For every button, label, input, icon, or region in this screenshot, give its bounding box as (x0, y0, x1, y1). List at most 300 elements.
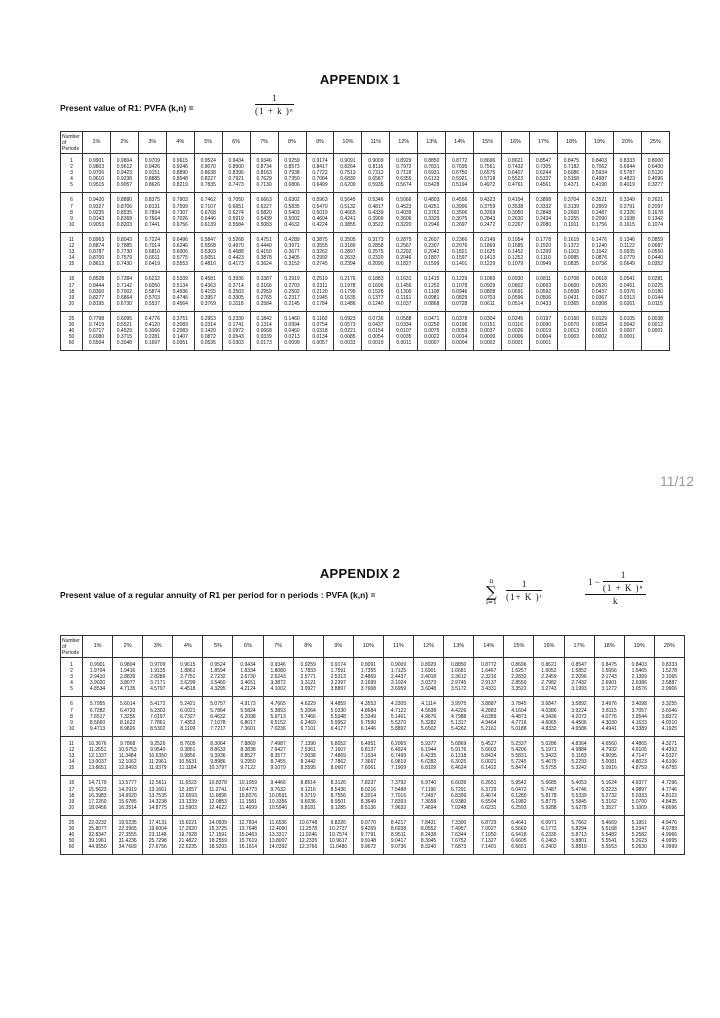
factor-cell: 0.7107 (194, 204, 222, 210)
factor-cell: 0.4440 (250, 243, 278, 249)
factor-cell: 0.2267 (502, 222, 530, 233)
header-rate: 18% (557, 132, 585, 154)
factor-cell: 4.0776 (594, 714, 624, 720)
period-cell: 14 (61, 255, 83, 261)
factor-cell: 0.0754 (306, 322, 334, 328)
header-rate: 7% (250, 132, 278, 154)
factor-cell: 0.0728 (446, 301, 474, 312)
factor-cell: 0.7142 (110, 283, 138, 289)
factor-cell: 6.1446 (353, 726, 383, 737)
factor-cell: 0.5134 (166, 283, 194, 289)
factor-cell: 0.9174 (323, 658, 353, 669)
factor-cell: 15.3725 (203, 826, 233, 832)
factor-cell: 0.2149 (474, 232, 502, 243)
factor-cell: 0.0876 (585, 255, 613, 261)
factor-cell: 0.0013 (557, 328, 585, 334)
factor-cell: 0.7831 (418, 164, 446, 170)
header-rate: 9% (306, 132, 334, 154)
factor-cell: 5.6278 (564, 805, 594, 816)
factor-cell: 9.9856 (173, 753, 203, 759)
header-rate: 19% (624, 636, 654, 658)
factor-cell: 3.6959 (383, 686, 413, 697)
sigma-summation (486, 578, 497, 606)
factor-cell: 0.2281 (138, 334, 166, 340)
factor-cell: 0.1163 (557, 249, 585, 255)
factor-cell: 0.3762 (418, 210, 446, 216)
factor-cell: 0.7084 (306, 176, 334, 182)
header-periods-line: of (62, 643, 67, 650)
factor-cell: 9.7632 (263, 787, 293, 793)
factor-cell: 0.1069 (474, 272, 502, 283)
factor-cell: 4.3271 (654, 736, 684, 747)
factor-cell: 4.4226 (444, 708, 474, 714)
factor-cell: 4.9897 (624, 787, 654, 793)
factor-cell: 4.9995 (654, 838, 684, 844)
factor-cell: 4.2124 (233, 686, 263, 697)
factor-cell: 0.6768 (194, 210, 222, 216)
factor-cell: 0.4556 (446, 193, 474, 204)
factor-cell: 0.9709 (143, 658, 173, 669)
factor-cell: 2.3216 (474, 674, 504, 680)
factor-cell: 0.8874 (83, 243, 111, 249)
factor-cell: 0.6133 (418, 176, 446, 182)
factor-cell: 0.1842 (250, 311, 278, 322)
header-rate: 13% (444, 636, 474, 658)
factor-cell: 0.7722 (306, 170, 334, 176)
period-cell: 11 (61, 232, 83, 243)
formula1-numerator: 1 (506, 579, 542, 591)
factor-cell: 1.7355 (353, 668, 383, 674)
factor-cell: 7.4987 (263, 736, 293, 747)
factor-cell: 12.4622 (203, 805, 233, 816)
factor-cell: 0.0033 (334, 340, 362, 351)
factor-cell: 5.9542 (504, 776, 534, 787)
factor-cell: 6.8109 (414, 765, 444, 776)
factor-cell: 0.3329 (418, 216, 446, 222)
factor-cell: 0.2487 (585, 210, 613, 216)
factor-cell: 0.6446 (194, 216, 222, 222)
factor-cell: 7.8431 (414, 815, 444, 826)
factor-cell: 5.1624 (594, 776, 624, 787)
factor-cell: 9.3851 (173, 747, 203, 753)
formula1-denominator: (1+ K )ᵗ (506, 592, 543, 602)
factor-cell: 8.8527 (233, 753, 263, 759)
factor-cell: 0.8043 (110, 232, 138, 243)
factor-cell: 0.0105 (613, 311, 641, 322)
factor-cell: 5.0916 (594, 765, 624, 776)
factor-cell: 4.9999 (654, 844, 684, 855)
factor-cell: 5.5553 (594, 844, 624, 855)
factor-cell: 6.2402 (534, 844, 564, 855)
factor-cell: 0.4251 (418, 204, 446, 210)
factor-cell: 9.7791 (353, 832, 383, 838)
factor-cell: 0.1911 (557, 222, 585, 233)
factor-cell: 4.8684 (353, 708, 383, 714)
factor-cell: 2.7982 (534, 680, 564, 686)
factor-cell: 0.0802 (502, 283, 530, 289)
factor-cell: 0.0930 (502, 272, 530, 283)
factor-cell: 0.8573 (278, 164, 306, 170)
factor-cell: 1.8080 (263, 668, 293, 674)
factor-cell: 0.4529 (110, 328, 138, 334)
factor-cell: 19.6004 (143, 826, 173, 832)
factor-cell: 0.0006 (502, 334, 530, 340)
header-rate: 9% (323, 636, 353, 658)
factor-cell: 0.0042 (613, 322, 641, 328)
factor-cell: 0.5835 (278, 204, 306, 210)
factor-cell: 0.0303 (222, 340, 250, 351)
factor-cell: 0.0378 (446, 311, 474, 322)
factor-cell: 0.1869 (474, 243, 502, 249)
period-cell: 2 (61, 164, 83, 170)
header-rate: 20% (654, 636, 684, 658)
factor-cell: 7.3667 (353, 759, 383, 765)
period-cell: 13 (61, 249, 83, 255)
period-cell: 15 (61, 261, 83, 272)
factor-cell: 25.7298 (143, 838, 173, 844)
factor-cell: 0.1229 (474, 261, 502, 272)
factor-cell: 1.6467 (474, 668, 504, 674)
factor-cell: 4.7147 (624, 753, 654, 759)
factor-cell: 0.0868 (418, 301, 446, 312)
factor-cell: 0.3277 (641, 182, 669, 193)
factor-cell: 10.6350 (143, 753, 173, 759)
factor-cell: 5.5755 (534, 765, 564, 776)
factor-cell: 4.9095 (594, 753, 624, 759)
factor-cell: 5.2293 (564, 759, 594, 765)
header-rate: 3% (138, 132, 166, 154)
factor-cell: 0.2897 (334, 249, 362, 255)
factor-cell: 1.6681 (444, 668, 474, 674)
factor-cell: 12.7834 (233, 815, 263, 826)
factor-cell: 5.5831 (504, 753, 534, 759)
period-cell: 40 (61, 832, 83, 838)
factor-cell: 0.2097 (641, 204, 669, 210)
factor-cell: 2.4437 (383, 674, 413, 680)
factor-cell: 1.9416 (113, 668, 143, 674)
factor-cell: 0.6496 (166, 232, 194, 243)
factor-cell: 0.0808 (474, 289, 502, 295)
header-periods-line: Number (62, 133, 80, 140)
factor-cell: 0.0099 (278, 340, 306, 351)
table-row (61, 726, 685, 737)
period-cell: 25 (61, 815, 83, 826)
factor-cell: 0.0019 (530, 328, 558, 334)
factor-cell: 3.6046 (654, 708, 684, 714)
factor-cell: 1.8861 (173, 668, 203, 674)
factor-cell: 12.8493 (113, 765, 143, 776)
factor-cell: 7.1390 (293, 736, 323, 747)
factor-cell: 16.3514 (113, 805, 143, 816)
factor-cell: 3.4651 (233, 680, 263, 686)
factor-cell: 0.0352 (641, 261, 669, 272)
factor-cell: 1.7125 (383, 668, 413, 674)
table-row (61, 776, 685, 787)
factor-cell: 14.2919 (113, 787, 143, 793)
factor-cell: 0.0304 (474, 311, 502, 322)
factor-cell: 6.6651 (504, 844, 534, 855)
factor-cell: 5.3893 (263, 708, 293, 714)
factor-cell: 7.1050 (474, 832, 504, 838)
factor-cell: 0.0691 (502, 289, 530, 295)
factor-cell: 4.6389 (474, 714, 504, 720)
factor-cell: 3.1993 (564, 686, 594, 697)
factor-cell: 0.8850 (418, 154, 446, 165)
factor-cell: 0.1377 (362, 295, 390, 301)
factor-cell: 6.2065 (383, 736, 413, 747)
factor-cell: 0.0985 (557, 255, 585, 261)
factor-cell: 5.7955 (83, 697, 113, 708)
factor-cell: 9.9672 (353, 844, 383, 855)
factor-cell: 0.8547 (564, 658, 594, 669)
factor-cell: 0.1631 (390, 272, 418, 283)
factor-cell: 10.1059 (233, 776, 263, 787)
factor-cell: 0.3538 (502, 204, 530, 210)
factor-cell: 0.0281 (641, 272, 669, 283)
factor-cell: 2.9906 (654, 686, 684, 697)
factor-cell: 0.1314 (250, 322, 278, 328)
factor-cell: 4.6755 (654, 765, 684, 776)
factor-cell: 9.1216 (293, 787, 323, 793)
factor-cell: 0.8475 (594, 658, 624, 669)
factor-cell: 5.7466 (293, 714, 323, 720)
factor-cell: 5.4206 (504, 747, 534, 753)
factor-cell: 7.0197 (143, 714, 173, 720)
factor-cell: 0.0600 (557, 283, 585, 289)
factor-cell: 0.8700 (83, 255, 111, 261)
factor-cell: 0.2311 (306, 283, 334, 289)
factor-cell: 4.7135 (113, 686, 143, 697)
factor-cell: 0.6806 (278, 182, 306, 193)
table-row (61, 182, 670, 193)
factor-cell: 4.7932 (594, 747, 624, 753)
factor-cell: 5.2337 (504, 736, 534, 747)
table-row (61, 261, 670, 272)
factor-cell: 5.5168 (594, 826, 624, 832)
factor-cell: 0.4371 (557, 182, 585, 193)
factor-cell: 21.4822 (173, 838, 203, 844)
period-cell: 2 (61, 668, 83, 674)
factor-cell: 0.5568 (194, 243, 222, 249)
factor-cell: 0.0929 (474, 283, 502, 289)
factor-cell: 5.3527 (594, 805, 624, 816)
factor-cell: 0.2858 (362, 243, 390, 249)
factor-cell: 0.0703 (474, 295, 502, 301)
factor-cell: 0.1346 (613, 232, 641, 243)
factor-cell: 0.2326 (613, 210, 641, 216)
factor-cell: 0.2176 (334, 272, 362, 283)
factor-cell: 0.9804 (113, 658, 143, 669)
factor-cell: 0.0339 (250, 334, 278, 340)
factor-cell: 0.8929 (390, 154, 418, 165)
factor-cell: 7.5361 (293, 747, 323, 753)
factor-cell: 11.2578 (293, 826, 323, 832)
factor-cell: 0.0160 (557, 311, 585, 322)
factor-cell: 0.7894 (138, 210, 166, 216)
factor-cell: 0.5787 (613, 170, 641, 176)
header-periods-line: Periods (62, 649, 79, 656)
factor-cell: 0.0085 (334, 334, 362, 340)
table-row (61, 272, 670, 283)
factor-cell: 8.0607 (323, 765, 353, 776)
factor-cell: 10.8378 (203, 776, 233, 787)
factor-cell: 0.7312 (362, 170, 390, 176)
factor-cell: 0.3139 (557, 204, 585, 210)
period-cell: 20 (61, 301, 83, 312)
factor-cell: 0.8772 (446, 154, 474, 165)
factor-cell: 2.4869 (353, 674, 383, 680)
factor-cell: 0.8403 (585, 154, 613, 165)
factor-cell: 5.5370 (383, 720, 413, 726)
factor-cell: 0.1342 (641, 216, 669, 222)
factor-cell: 7.8393 (383, 799, 413, 805)
factor-cell: 0.6931 (418, 170, 446, 176)
header-rate: 5% (203, 636, 233, 658)
factor-cell: 0.0009 (474, 334, 502, 340)
factor-cell: 0.8696 (474, 154, 502, 165)
factor-cell: 4.3389 (624, 726, 654, 737)
factor-cell: 0.0107 (390, 328, 418, 334)
factor-cell: 4.4506 (564, 720, 594, 726)
factor-cell: 1.5656 (594, 668, 624, 674)
factor-cell: 0.3751 (166, 311, 194, 322)
factor-cell: 0.9057 (110, 182, 138, 193)
factor-cell: 0.3769 (194, 301, 222, 312)
factor-cell: 0.4039 (390, 210, 418, 216)
factor-cell: 7.7861 (143, 720, 173, 726)
factor-cell: 2.6901 (594, 680, 624, 686)
factor-cell: 0.9423 (110, 170, 138, 176)
factor-cell: 13.1661 (143, 787, 173, 793)
factor-cell: 0.0057 (306, 340, 334, 351)
factor-cell: 0.8000 (641, 154, 669, 165)
factor-cell: 11.0480 (323, 844, 353, 855)
factor-cell: 0.0001 (502, 340, 530, 351)
period-cell: 8 (61, 210, 83, 216)
period-cell: 25 (61, 311, 83, 322)
header-periods (61, 132, 83, 154)
factor-cell: 0.8417 (306, 164, 334, 170)
factor-cell: 6.5660 (504, 826, 534, 832)
factor-cell: 19.7928 (173, 832, 203, 838)
factor-cell: 4.6229 (293, 697, 323, 708)
factor-cell: 0.6006 (166, 249, 194, 255)
factor-cell: 3.6299 (173, 680, 203, 686)
header-rate: 17% (564, 636, 594, 658)
factor-cell: 8.2014 (353, 793, 383, 799)
factor-cell: 7.9427 (263, 747, 293, 753)
table-row (61, 301, 670, 312)
formula2-numerator (585, 570, 646, 595)
factor-cell: 0.6830 (334, 176, 362, 182)
factor-cell: 5.7864 (203, 708, 233, 714)
factor-cell: 3.8115 (594, 708, 624, 714)
factor-cell: 0.0736 (362, 311, 390, 322)
factor-cell: 0.1037 (390, 301, 418, 312)
factor-cell: 0.9524 (194, 154, 222, 165)
factor-cell: 0.0541 (613, 272, 641, 283)
factor-cell: 0.4632 (278, 222, 306, 233)
factor-cell: 6.2098 (233, 714, 263, 720)
factor-cell: 0.5874 (138, 289, 166, 295)
factor-cell: 0.9151 (138, 170, 166, 176)
factor-cell: 10.6748 (293, 815, 323, 826)
factor-cell: 17.2920 (173, 826, 203, 832)
factor-cell: 9.8986 (203, 759, 233, 765)
factor-cell: 5.4675 (534, 759, 564, 765)
factor-cell: 8.9511 (383, 832, 413, 838)
factor-cell: 0.8638 (194, 170, 222, 176)
factor-cell: 11.6896 (203, 793, 233, 799)
factor-cell: 0.0431 (557, 295, 585, 301)
period-cell: 7 (61, 708, 83, 714)
factor-cell: 0.0592 (530, 289, 558, 295)
factor-cell: 0.2791 (613, 204, 641, 210)
factor-cell: 4.8023 (624, 759, 654, 765)
factor-cell: 0.1741 (222, 322, 250, 328)
factor-cell: 0.8621 (534, 658, 564, 669)
factor-cell: 0.7798 (83, 311, 111, 322)
header-periods (61, 636, 83, 658)
factor-cell: 5.6502 (414, 726, 444, 737)
factor-cell: 5.5339 (564, 793, 594, 799)
factor-cell: 5.0188 (504, 726, 534, 737)
factor-cell: 9.3719 (293, 793, 323, 799)
factor-cell: 0.0318 (306, 328, 334, 334)
factor-cell: 0.3957 (194, 295, 222, 301)
factor-cell: 0.0596 (502, 295, 530, 301)
factor-cell: 0.7972 (390, 164, 418, 170)
factor-cell: 3.0576 (624, 686, 654, 697)
factor-cell: 7.3255 (113, 714, 143, 720)
factor-cell: 0.2394 (334, 261, 362, 272)
factor-cell: 0.0196 (446, 322, 474, 328)
factor-cell: 4.9173 (233, 697, 263, 708)
factor-cell: 0.5120 (641, 170, 669, 176)
factor-cell: 0.1619 (557, 232, 585, 243)
factor-cell: 5.3282 (414, 720, 444, 726)
factor-cell: 8.5136 (353, 805, 383, 816)
factor-cell: 0.4761 (502, 182, 530, 193)
factor-cell: 0.0154 (362, 328, 390, 334)
factor-cell: 0.5303 (194, 249, 222, 255)
factor-cell: 4.4865 (624, 736, 654, 747)
factor-cell: 0.9053 (83, 222, 111, 233)
period-cell: 30 (61, 322, 83, 328)
factor-cell: 6.6231 (474, 805, 504, 816)
factor-cell: 0.1685 (502, 243, 530, 249)
factor-cell: 0.0116 (502, 322, 530, 328)
factor-cell: 4.8696 (654, 805, 684, 816)
factor-cell: 3.7171 (143, 680, 173, 686)
factor-cell: 0.3387 (250, 272, 278, 283)
factor-cell: 2.6730 (233, 674, 263, 680)
header-rate: 2% (113, 636, 143, 658)
factor-cell: 0.3878 (250, 255, 278, 261)
factor-cell: 0.0308 (585, 301, 613, 312)
factor-cell: 4.7296 (654, 776, 684, 787)
period-cell: 12 (61, 747, 83, 753)
factor-cell: 6.7282 (83, 708, 113, 714)
factor-cell: 7.8237 (353, 776, 383, 787)
factor-cell: 0.2607 (418, 232, 446, 243)
factor-cell: 0.2083 (166, 328, 194, 334)
factor-cell: 0.2697 (446, 222, 474, 233)
factor-cell: 0.0054 (585, 322, 613, 328)
factor-cell: 0.0618 (585, 272, 613, 283)
factor-cell: 5.5482 (594, 832, 624, 838)
header-periods-line: Periods (62, 145, 79, 152)
